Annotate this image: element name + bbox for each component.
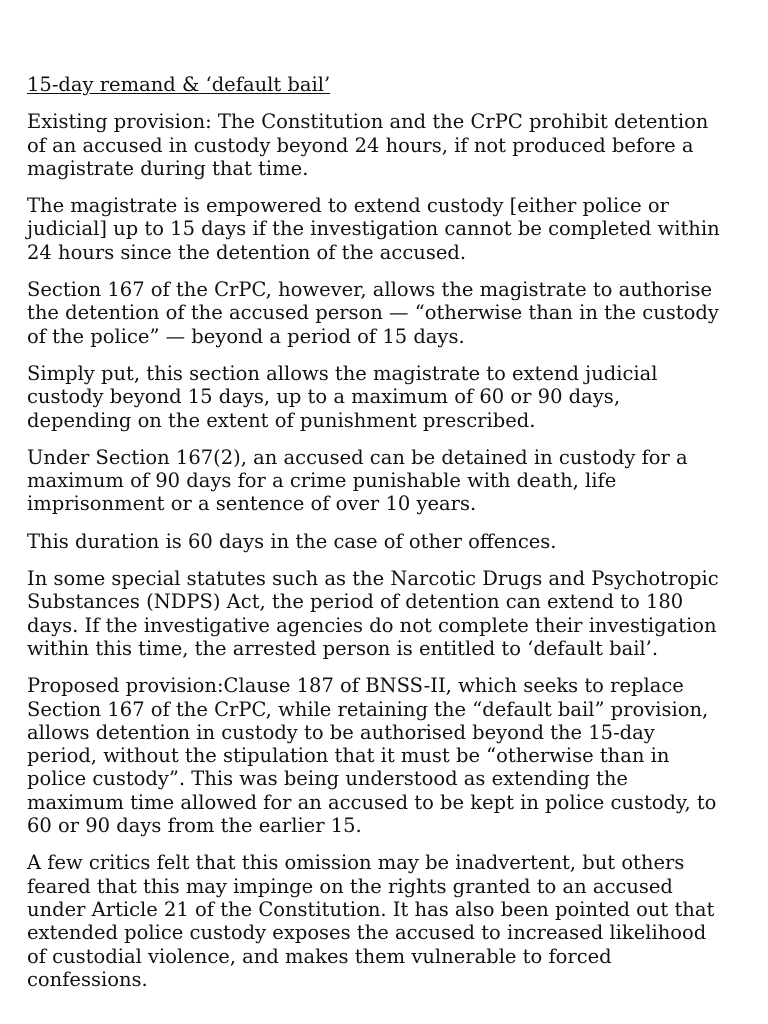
article-body bbox=[27, 73, 727, 1005]
paragraph-section-167-2: Under Section 167(2), an accused can be detained in custody for a maximum of 90 days for a crime punishable with death, life imprisonment or a sentence of over 10 years. bbox=[27, 445, 688, 516]
section-heading: 15-day remand & ‘default bail’ bbox=[27, 73, 331, 96]
paragraph-magistrate-extension: The magistrate is empowered to extend custody [either police or judicial] up to 15 days if the investigation cannot be completed within 24 hours since the detention of the accused. bbox=[27, 194, 720, 264]
paragraph-proposed-provision: Proposed provision:Clause 187 of BNSS-II, which seeks to replace Section 167 of the CrPC, while retaining the “default bail” provision, allows detention in custody to be authorised beyond the 15-day period, without the stipulation that it must be “otherwise than in police custody”. This was being understood as extending the maximum time allowed for an accused to be kept in police custody, to 60 or 90 days from the earlier 15. bbox=[27, 674, 717, 838]
paragraph-existing-provision: Existing provision: The Constitution and the CrPC prohibit detention of an accused in custody beyond 24 hours, if not produced before a magistrate during that time. bbox=[27, 110, 709, 180]
paragraph-simply-put: Simply put, this section allows the magistrate to extend judicial custody beyond 15 days, up to a maximum of 60 or 90 days, depending on the extent of punishment prescribed. bbox=[27, 361, 658, 432]
paragraph-other-offences: This duration is 60 days in the case of other offences. bbox=[27, 529, 557, 553]
paragraph-special-statutes: In some special statutes such as the Narcotic Drugs and Psychotropic Substances (NDPS) Act, the period of detention can extend to 180 days. If the investigative agencies do not complete their investigation within this time, the arrested person is entitled to ‘default bail’. bbox=[27, 567, 719, 660]
paragraph-critics: A few critics felt that this omission may be inadvertent, but others feared that this may impinge on the rights granted to an accused under Article 21 of the Constitution. It has also been pointed out that extended police custody exposes the accused to increased likelihood of custodial violence, and makes them vulnerable to forced confessions. bbox=[27, 851, 715, 991]
paragraph-section-167: Section 167 of the CrPC, however, allows the magistrate to authorise the detention of the accused person — “otherwise than in the custody of the police” — beyond a period of 15 days. bbox=[27, 278, 719, 348]
